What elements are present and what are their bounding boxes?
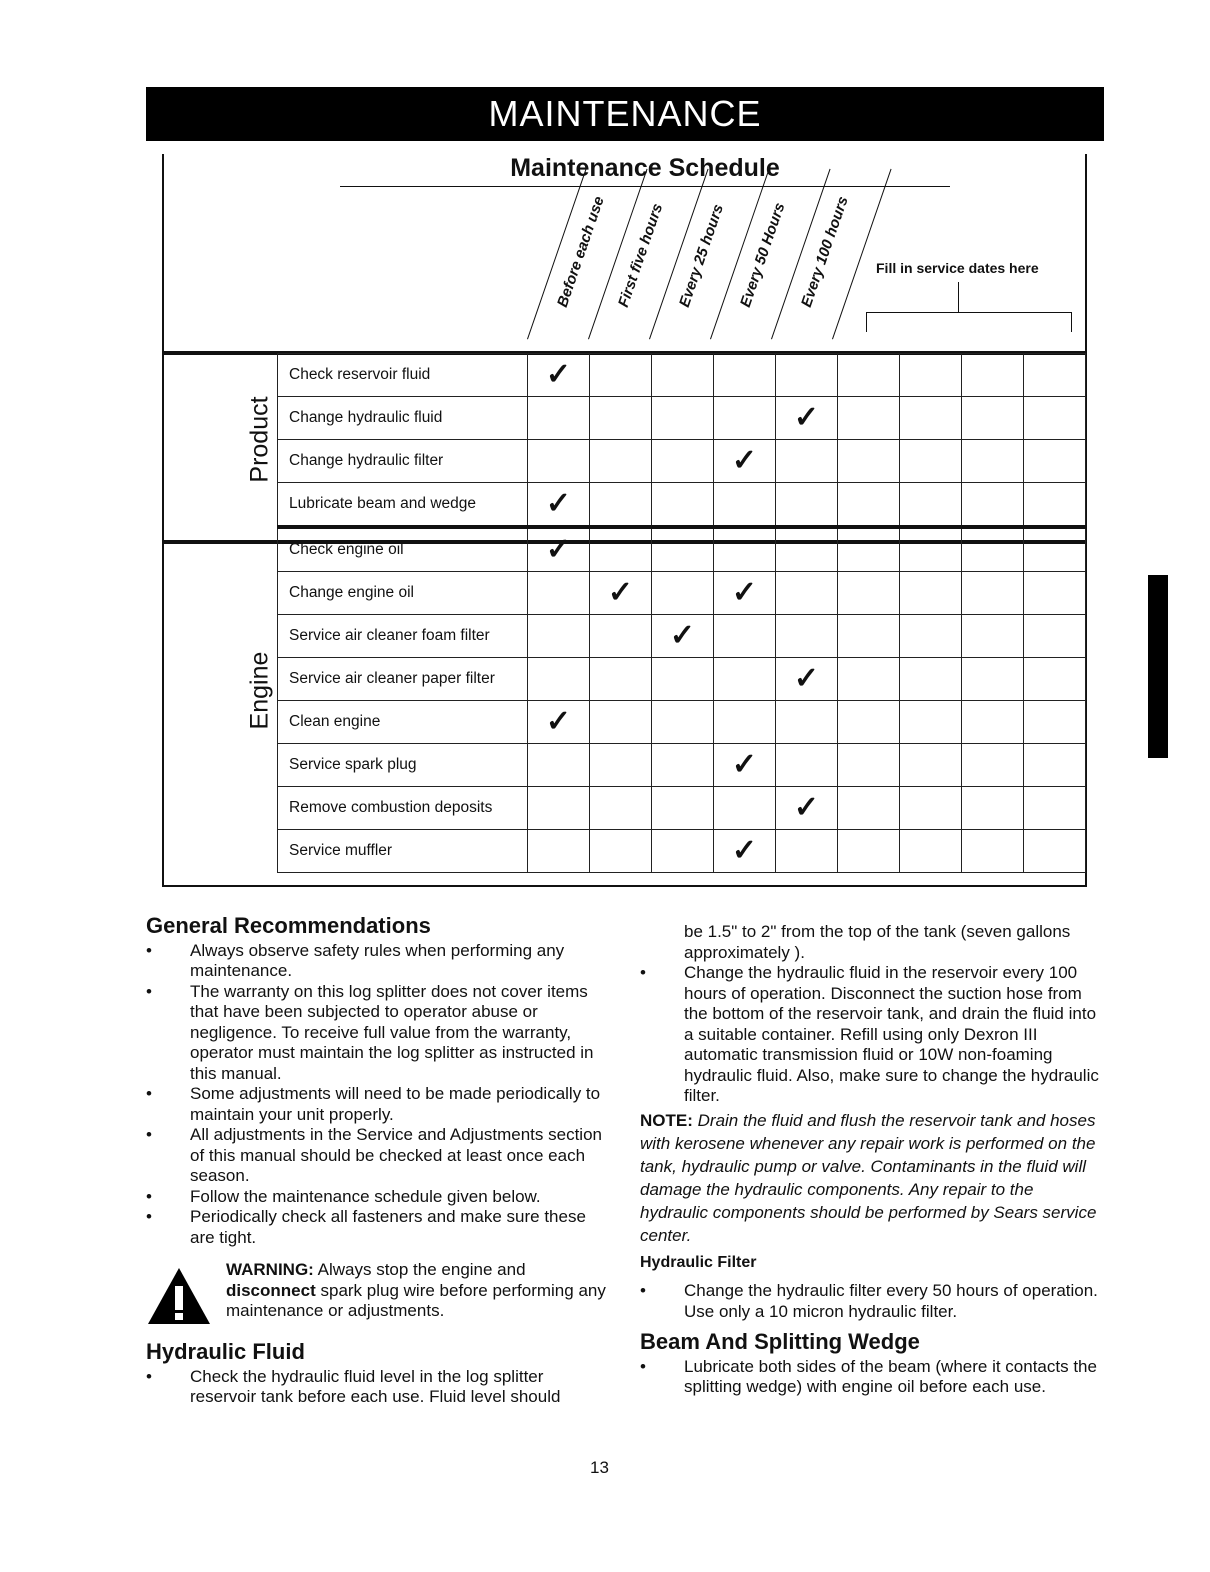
interval-cell: [528, 397, 590, 440]
interval-cell: [776, 830, 838, 873]
schedule-row: [278, 658, 1086, 701]
schedule-row: [278, 830, 1086, 873]
service-date-cell: [1024, 787, 1086, 830]
interval-cell: [776, 787, 838, 830]
interval-cell: [528, 787, 590, 830]
interval-cell: [714, 527, 776, 572]
service-date-cell: [962, 658, 1024, 701]
interval-cell: [714, 658, 776, 701]
service-date-cell: [900, 701, 962, 744]
hydraulic-fluid-item: • Check the hydraulic fluid level in the log splitter reservoir tank before each use. Fluid level should: [146, 1367, 608, 1408]
schedule-row: [278, 701, 1086, 744]
interval-cell: [652, 744, 714, 787]
warning-text-1: Always stop the engine and: [317, 1260, 526, 1279]
service-date-cell: [838, 744, 900, 787]
task-name: Service air cleaner foam filter: [278, 615, 528, 658]
interval-cell: [528, 483, 590, 528]
schedule-grid: [277, 353, 1086, 873]
service-date-cell: [900, 527, 962, 572]
schedule-row: [278, 397, 1086, 440]
hydraulic-fluid-heading: Hydraulic Fluid: [146, 1339, 305, 1364]
interval-header-label: Every 50 Hours: [736, 200, 789, 310]
service-date-cell: [838, 830, 900, 873]
service-date-cell: [838, 397, 900, 440]
check-mark: ✓: [669, 619, 696, 652]
schedule-row: [278, 440, 1086, 483]
interval-cell: [528, 830, 590, 873]
interval-cell: [528, 658, 590, 701]
interval-cell: [776, 615, 838, 658]
interval-cell: [590, 397, 652, 440]
service-date-cell: [1024, 658, 1086, 701]
warning-text-2: spark plug wire before performing any maintenance or adjustments.: [226, 1280, 606, 1320]
interval-cell: [714, 572, 776, 615]
service-date-cell: [900, 397, 962, 440]
interval-cell: [652, 658, 714, 701]
interval-cell: [714, 397, 776, 440]
check-mark: ✓: [545, 487, 572, 520]
interval-cell: [590, 787, 652, 830]
group-label-engine: Engine: [245, 651, 274, 730]
service-date-cell: [838, 527, 900, 572]
beam-item: • Lubricate both sides of the beam (where it contacts the splitting wedge) with engine oil before each use.: [640, 1357, 1100, 1398]
service-date-cell: [1024, 572, 1086, 615]
schedule-title-rule: [340, 186, 950, 187]
section-tab-marker: [1148, 575, 1168, 758]
general-item: • All adjustments in the Service and Adjustments section of this manual should be checked at least once each season.: [146, 1125, 608, 1187]
interval-cell: [528, 354, 590, 397]
hydraulic-fluid-item-2: • Change the hydraulic fluid in the reservoir every 100 hours of operation. Disconnect the suction hose from the bottom of the reservoir tank, and drain the fluid into a suitable container. Refill using only Dexron III automatic transmission fluid or 10W non-foaming hydraulic fluid. Also, make sure to change the hydraulic filter.: [640, 963, 1100, 1107]
check-mark: ✓: [545, 705, 572, 738]
schedule-row: [278, 354, 1086, 397]
interval-cell: [652, 787, 714, 830]
interval-cell: [652, 527, 714, 572]
check-mark: ✓: [545, 358, 572, 391]
interval-cell: [590, 701, 652, 744]
task-name: Service spark plug: [278, 744, 528, 787]
interval-cell: [652, 354, 714, 397]
fill-in-label: Fill in service dates here: [876, 260, 1039, 276]
task-name: Change hydraulic fluid: [278, 397, 528, 440]
check-mark: ✓: [731, 834, 758, 867]
warning-block: [146, 1260, 608, 1332]
check-mark: ✓: [731, 444, 758, 477]
interval-header-label: Every 100 hours: [797, 194, 852, 310]
service-date-cell: [1024, 701, 1086, 744]
general-item: • Always observe safety rules when performing any maintenance.: [146, 941, 608, 982]
check-mark: ✓: [793, 791, 820, 824]
service-date-cell: [838, 615, 900, 658]
interval-cell: [652, 397, 714, 440]
interval-cell: [652, 572, 714, 615]
service-date-cell: [900, 830, 962, 873]
interval-cell: [714, 440, 776, 483]
task-name: Service muffler: [278, 830, 528, 873]
service-date-cell: [962, 527, 1024, 572]
warning-label: WARNING:: [226, 1260, 314, 1279]
interval-cell: [590, 744, 652, 787]
hydraulic-fluid-list-2: [640, 963, 1100, 1107]
service-date-cell: [900, 744, 962, 787]
interval-cell: [776, 354, 838, 397]
hydraulic-filter-list: [640, 1281, 1100, 1322]
interval-cell: [590, 658, 652, 701]
group-label-product: Product: [245, 396, 274, 483]
interval-cell: [652, 483, 714, 528]
interval-cell: [776, 440, 838, 483]
interval-cell: [528, 615, 590, 658]
interval-header-label: First five hours: [614, 201, 667, 310]
service-date-cell: [962, 615, 1024, 658]
interval-cell: [528, 527, 590, 572]
interval-cell: [652, 440, 714, 483]
service-date-cell: [1024, 830, 1086, 873]
interval-cell: [590, 830, 652, 873]
schedule-row: [278, 483, 1086, 528]
hydraulic-filter-heading: Hydraulic Filter: [640, 1253, 757, 1271]
warning-strong: disconnect: [226, 1280, 316, 1300]
task-name: Remove combustion deposits: [278, 787, 528, 830]
task-name: Service air cleaner paper filter: [278, 658, 528, 701]
general-item: • Follow the maintenance schedule given below.: [146, 1187, 608, 1208]
interval-cell: [776, 658, 838, 701]
interval-cell: [590, 527, 652, 572]
hydraulic-filter-item: • Change the hydraulic filter every 50 hours of operation. Use only a 10 micron hydraulic filter.: [640, 1281, 1100, 1322]
schedule-row: [278, 744, 1086, 787]
service-date-cell: [900, 483, 962, 528]
schedule-row: [278, 787, 1086, 830]
fill-in-bracket: [866, 312, 1072, 313]
interval-cell: [714, 830, 776, 873]
service-date-cell: [838, 787, 900, 830]
task-name: Lubricate beam and wedge: [278, 483, 528, 528]
check-mark: ✓: [607, 576, 634, 609]
check-mark: ✓: [793, 662, 820, 695]
interval-cell: [590, 572, 652, 615]
interval-cell: [776, 527, 838, 572]
bracket-right-tick: [1071, 312, 1072, 332]
interval-cell: [714, 787, 776, 830]
interval-cell: [714, 354, 776, 397]
interval-cell: [528, 572, 590, 615]
service-date-cell: [1024, 615, 1086, 658]
service-date-cell: [838, 483, 900, 528]
task-name: Check engine oil: [278, 527, 528, 572]
interval-cell: [652, 615, 714, 658]
service-date-cell: [900, 658, 962, 701]
warning-text: [226, 1260, 606, 1322]
interval-header-label: Before each use: [553, 194, 608, 310]
service-date-cell: [900, 787, 962, 830]
beam-heading: Beam And Splitting Wedge: [640, 1329, 920, 1354]
service-date-cell: [1024, 354, 1086, 397]
task-name: Clean engine: [278, 701, 528, 744]
interval-cell: [714, 744, 776, 787]
interval-cell: [652, 701, 714, 744]
task-name: Change hydraulic filter: [278, 440, 528, 483]
service-date-cell: [962, 787, 1024, 830]
service-date-cell: [1024, 397, 1086, 440]
service-date-cell: [900, 615, 962, 658]
service-date-cell: [962, 354, 1024, 397]
interval-cell: [590, 440, 652, 483]
service-date-cell: [962, 701, 1024, 744]
note-label: NOTE:: [640, 1110, 693, 1130]
hydraulic-fluid-continued: be 1.5" to 2" from the top of the tank (seven gallons approximately ).: [684, 922, 1071, 962]
service-date-cell: [1024, 483, 1086, 528]
interval-cell: [652, 830, 714, 873]
bracket-arrow: [958, 282, 959, 312]
check-mark: ✓: [731, 576, 758, 609]
check-mark: ✓: [731, 748, 758, 781]
interval-cell: [590, 483, 652, 528]
service-date-cell: [900, 440, 962, 483]
interval-header-label: Every 25 hours: [675, 202, 728, 310]
schedule-row: [278, 527, 1086, 572]
service-date-cell: [900, 572, 962, 615]
service-date-cell: [838, 354, 900, 397]
general-heading: General Recommendations: [146, 913, 431, 938]
schedule-row: [278, 572, 1086, 615]
task-name: Check reservoir fluid: [278, 354, 528, 397]
service-date-cell: [962, 572, 1024, 615]
page-number: 13: [590, 1458, 609, 1477]
warning-triangle-icon: [146, 1266, 212, 1326]
task-name: Change engine oil: [278, 572, 528, 615]
service-date-cell: [838, 572, 900, 615]
general-list: [146, 941, 608, 1249]
interval-cell: [714, 701, 776, 744]
interval-cell: [776, 397, 838, 440]
check-mark: ✓: [793, 401, 820, 434]
page-banner: MAINTENANCE: [146, 87, 1104, 141]
bracket-left-tick: [866, 312, 867, 332]
left-column: [146, 913, 608, 1408]
service-date-cell: [838, 701, 900, 744]
general-item: • Periodically check all fasteners and make sure these are tight.: [146, 1207, 608, 1248]
interval-cell: [776, 701, 838, 744]
interval-cell: [590, 615, 652, 658]
hydraulic-fluid-list: [146, 1367, 608, 1408]
interval-cell: [776, 744, 838, 787]
schedule-title: Maintenance Schedule: [510, 154, 780, 182]
interval-cell: [590, 354, 652, 397]
service-date-cell: [1024, 440, 1086, 483]
service-date-cell: [962, 744, 1024, 787]
interval-cell: [776, 483, 838, 528]
service-date-cell: [1024, 744, 1086, 787]
interval-cell: [714, 615, 776, 658]
interval-cell: [776, 572, 838, 615]
general-item: • The warranty on this log splitter does not cover items that have been subjected to operator abuse or negligence. To receive full value from the warranty, operator must maintain the log splitter as instructed in this manual.: [146, 982, 608, 1085]
interval-cell: [714, 483, 776, 528]
service-date-cell: [962, 440, 1024, 483]
service-date-cell: [838, 658, 900, 701]
interval-cell: [528, 440, 590, 483]
service-date-cell: [1024, 527, 1086, 572]
check-mark: ✓: [545, 533, 572, 566]
general-item: • Some adjustments will need to be made periodically to maintain your unit properly.: [146, 1084, 608, 1125]
note-block: [640, 1109, 1100, 1247]
right-column: [640, 922, 1100, 1398]
interval-cell: [528, 744, 590, 787]
service-date-cell: [962, 483, 1024, 528]
service-date-cell: [900, 354, 962, 397]
schedule-row: [278, 615, 1086, 658]
service-date-cell: [962, 830, 1024, 873]
service-date-cell: [962, 397, 1024, 440]
note-text: Drain the fluid and flush the reservoir tank and hoses with kerosene whenever any repair work is performed on the tank, hydraulic pump or valve. Contaminants in the fluid will damage the hydraulic components. Any repair to the hydraulic components should be performed by Sears service center.: [640, 1110, 1097, 1245]
interval-cell: [528, 701, 590, 744]
beam-list: [640, 1357, 1100, 1398]
service-date-cell: [838, 440, 900, 483]
